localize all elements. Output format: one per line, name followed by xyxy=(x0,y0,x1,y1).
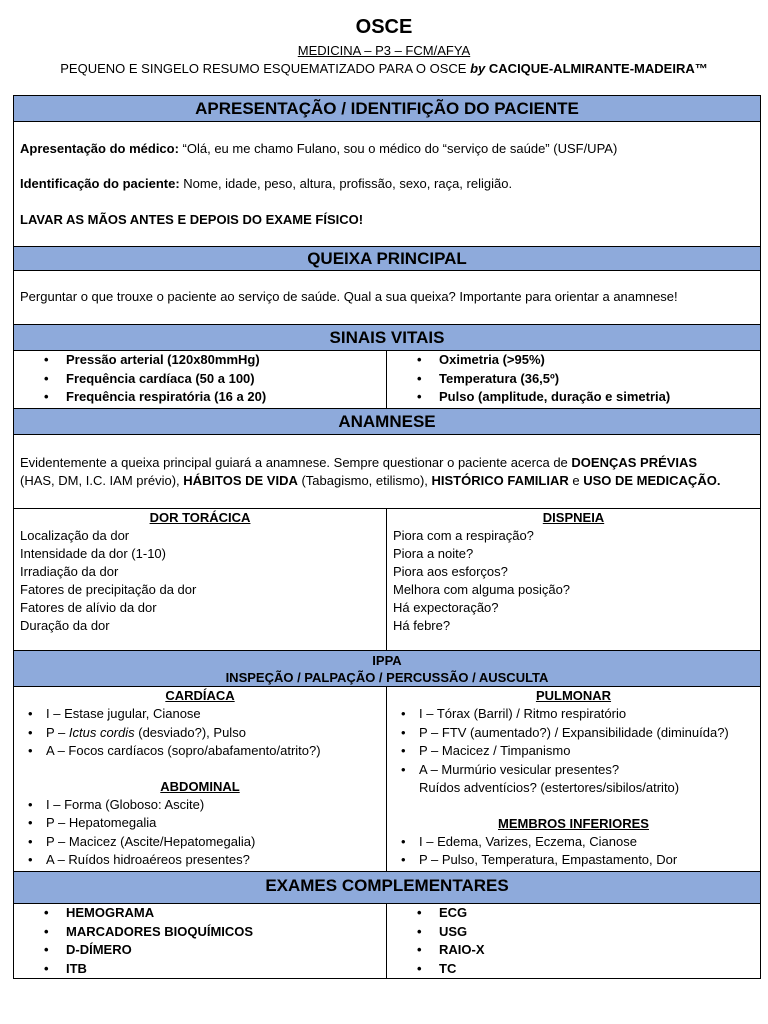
sinais-left xyxy=(14,351,387,408)
membros-title: MEMBROS INFERIORES xyxy=(498,815,649,831)
list-item: • HEMOGRAMA xyxy=(66,904,380,923)
list-item: • Oximetria (>95%) xyxy=(439,351,754,370)
anamnese-b2: HÁBITOS DE VIDA xyxy=(183,473,298,488)
list-item: • I – Forma (Globoso: Ascite) xyxy=(46,796,380,815)
list-item: • A – Ruídos hidroaéreos presentes? xyxy=(46,851,380,870)
list-item: Piora com a respiração? xyxy=(393,528,534,543)
list-item: Intensidade da dor (1-10) xyxy=(20,546,166,561)
list-item: Piora a noite? xyxy=(393,546,474,561)
list-item: • Frequência respiratória (16 a 20) xyxy=(66,388,380,407)
c2-post: (desviado?), Pulso xyxy=(134,724,246,740)
medico-label: Apresentação do médico: xyxy=(20,141,179,156)
c2-italic: Ictus cordis xyxy=(68,724,135,740)
dispneia-title: DISPNEIA xyxy=(542,510,605,525)
list-item xyxy=(46,724,380,743)
list-item: • TC xyxy=(439,960,754,979)
section-apresentacao-body xyxy=(14,122,760,247)
list-item: Duração da dor xyxy=(20,618,110,633)
list-item: • I – Estase jugular, Cianose xyxy=(46,705,380,724)
section-sinais-body xyxy=(14,351,760,409)
apresentacao-paciente xyxy=(20,175,754,193)
paciente-text: Nome, idade, peso, altura, profissão, sexo, raça, religião. xyxy=(179,176,513,191)
dor-toracica xyxy=(14,509,387,650)
list-item: • I – Edema, Varizes, Eczema, Cianose xyxy=(419,833,754,852)
dor-toracica-title: DOR TORÁCICA xyxy=(149,510,251,525)
cardiaca-title: CARDÍACA xyxy=(165,688,235,703)
list-item: Localização da dor xyxy=(20,528,130,543)
section-anamnese-header: ANAMNESE xyxy=(14,409,760,435)
list-item: • I – Tórax (Barril) / Ritmo respiratório xyxy=(419,705,754,724)
list-item: • RAIO-X xyxy=(439,941,754,960)
queixa-text: Perguntar o que trouxe o paciente ao serviço de saúde. Qual a sua queixa? Importante para orientar a anamnese! xyxy=(20,289,678,304)
list-item: Há expectoração? xyxy=(393,600,499,615)
exames-left xyxy=(14,904,387,978)
list-item: • Temperatura (36,5º) xyxy=(439,370,754,389)
list-item: Fatores de alívio da dor xyxy=(20,600,157,615)
section-queixa-header: QUEIXA PRINCIPAL xyxy=(14,247,760,271)
section-queixa-body xyxy=(14,271,760,325)
list-item: • A – Murmúrio vesicular presentes? xyxy=(419,761,754,780)
summary-prefix: PEQUENO E SINGELO RESUMO ESQUEMATIZADO PARA O OSCE xyxy=(60,61,467,76)
list-item: Fatores de precipitação da dor xyxy=(20,582,197,597)
list-item: • A – Focos cardíacos (sopro/abafamento/atrito?) xyxy=(46,742,380,761)
section-sinais-header: SINAIS VITAIS xyxy=(14,325,760,351)
section-ippa-header xyxy=(14,651,760,687)
anamnese-p1: Evidentemente a queixa principal guiará a anamnese. Sempre questionar o paciente acerca de xyxy=(20,455,572,470)
anamnese-columns xyxy=(14,509,760,651)
summary-by: by xyxy=(470,61,486,76)
abdominal-title: ABDOMINAL xyxy=(160,778,240,794)
page-subtitle: MEDICINA – P3 – FCM/AFYA xyxy=(297,43,471,58)
medico-text: “Olá, eu me chamo Fulano, sou o médico do “serviço de saúde” (USF/UPA) xyxy=(178,141,618,156)
list-item: • P – FTV (aumentado?) / Expansibilidade (diminuída?) xyxy=(419,724,754,743)
section-apresentacao-header: APRESENTAÇÃO / IDENTIFIÇÃO DO PACIENTE xyxy=(14,96,760,122)
apresentacao-medico xyxy=(20,140,754,158)
section-exames-body xyxy=(14,904,760,978)
anamnese-b4: USO DE MEDICAÇÃO. xyxy=(583,473,721,488)
page-title: OSCE xyxy=(355,16,413,38)
anamnese-p4: e xyxy=(568,473,584,488)
list-item: Piora aos esforços? xyxy=(393,564,508,579)
summary-author: CACIQUE-ALMIRANTE-MADEIRA™ xyxy=(488,61,708,76)
ippa-right xyxy=(387,687,760,871)
list-item: • MARCADORES BIOQUÍMICOS xyxy=(66,923,380,942)
ippa-title: IPPA xyxy=(372,653,402,668)
list-item: • Pressão arterial (120x80mmHg) xyxy=(66,351,380,370)
anamnese-b3: HISTÓRICO FAMILIAR xyxy=(431,473,569,488)
list-item: Há febre? xyxy=(393,618,451,633)
list-item: • Frequência cardíaca (50 a 100) xyxy=(66,370,380,389)
anamnese-p3: (Tabagismo, etilismo), xyxy=(297,473,432,488)
list-item: Melhora com alguma posição? xyxy=(393,582,571,597)
list-item: Irradiação da dor xyxy=(20,564,119,579)
list-item: • P – Macicez / Timpanismo xyxy=(419,742,754,761)
anamnese-b1: DOENÇAS PRÉVIAS xyxy=(571,455,698,470)
ippa-subtitle: INSPEÇÃO / PALPAÇÃO / PERCUSSÃO / AUSCULTA xyxy=(225,670,549,685)
osce-table xyxy=(13,95,761,979)
lavar-maos: LAVAR AS MÃOS ANTES E DEPOIS DO EXAME FÍSICO! xyxy=(20,212,364,227)
ippa-left xyxy=(14,687,387,871)
list-item: • P – Hepatomegalia xyxy=(46,814,380,833)
section-exames-header: EXAMES COMPLEMENTARES xyxy=(14,872,760,904)
section-ippa-body xyxy=(14,687,760,872)
c2-pre: P – xyxy=(46,724,69,740)
anamnese-p2: (HAS, DM, I.C. IAM prévio), xyxy=(20,473,184,488)
list-item: • USG xyxy=(439,923,754,942)
paciente-label: Identificação do paciente: xyxy=(20,176,180,191)
page-summary xyxy=(0,61,768,76)
pulmonar-title: PULMONAR xyxy=(535,688,612,703)
list-item: • ITB xyxy=(66,960,380,979)
list-item: • ECG xyxy=(439,904,754,923)
exames-right xyxy=(387,904,760,978)
list-item: • P – Macicez (Ascite/Hepatomegalia) xyxy=(46,833,380,852)
section-anamnese-body xyxy=(14,435,760,509)
list-item: • P – Pulso, Temperatura, Empastamento, Dor xyxy=(419,851,754,870)
list-item: • Pulso (amplitude, duração e simetria) xyxy=(439,388,754,407)
anamnese-text xyxy=(20,454,754,490)
dispneia xyxy=(387,509,760,650)
list-item: • D-DÍMERO xyxy=(66,941,380,960)
sinais-right xyxy=(387,351,760,408)
pulmonar-continuation: Ruídos adventícios? (estertores/sibilos/atrito) xyxy=(419,780,680,795)
